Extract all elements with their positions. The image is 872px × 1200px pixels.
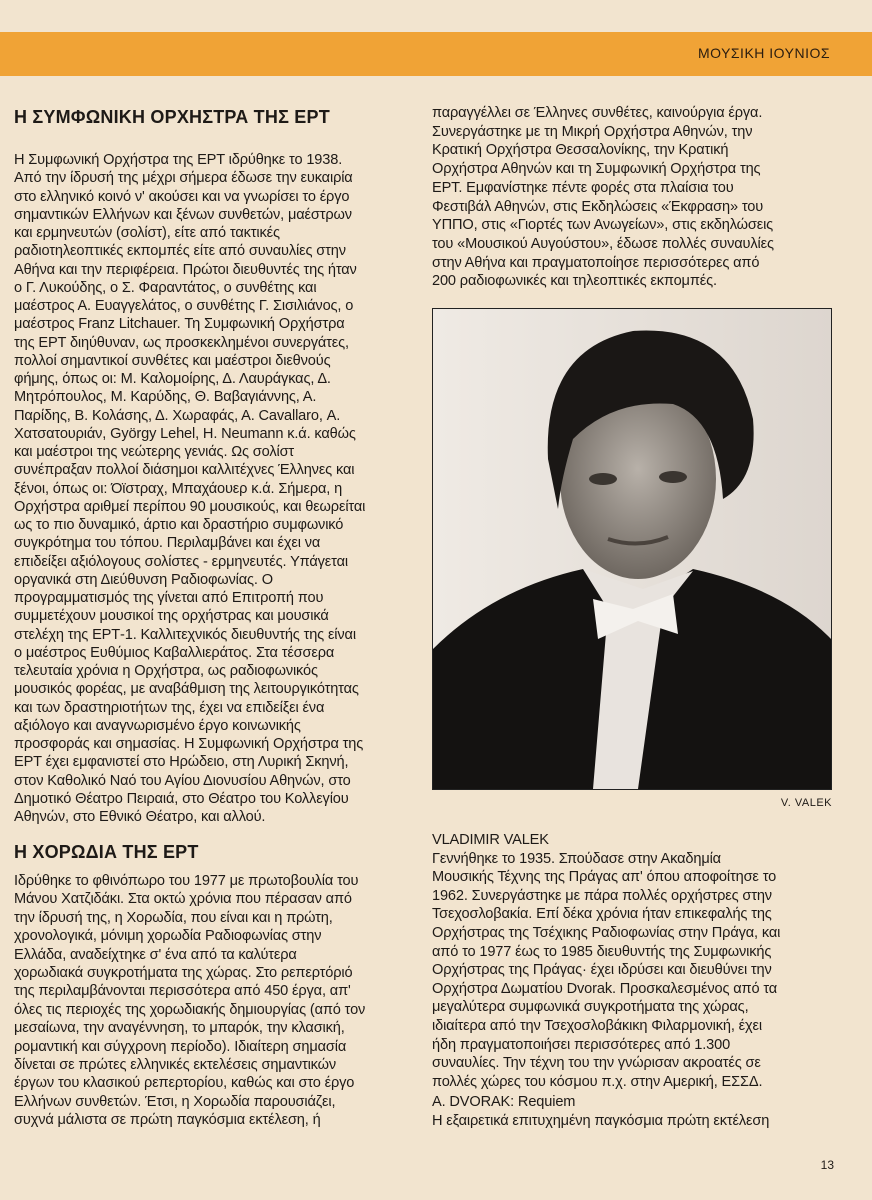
section-title: ΜΟΥΣΙΚΗ ΙΟΥΝΙΟΣ [697, 45, 830, 61]
text-line: την ίδρυσή της, η Χορωδία, που είναι και η πρώτη, [14, 909, 333, 926]
text-line: Ελλάδα, αναδείχτηκε σ' ένα από τα καλύτερα [14, 946, 297, 963]
work-title: A. DVORAK: Requiem [432, 1094, 576, 1111]
text-line: σημαντικών Ελλήνων και ξένων συνθετών, μαέστρων [14, 206, 352, 223]
text-line: ιδιαίτερα από την Τσεχοσλοβάκικη Φιλαρμονική, έχει [432, 1017, 762, 1034]
text-line: Φεστιβάλ Αθηνών, στις Εκδηλώσεις «Έκφραση» του [432, 198, 764, 215]
text-line: Ορχήστρα Αθηνών και τη Συμφωνική Ορχήστρα της [432, 161, 761, 178]
text-line: όλες τις περιοχές της χορωδιακής δημιουργίας (από τον [14, 1001, 366, 1018]
text-line: συχνά μάλιστα σε πρώτη παγκόσμια εκτέλεση, ή [14, 1112, 321, 1129]
text-line: μαέστρος Franz Litchauer. Τη Συμφωνική Ορχήστρα [14, 316, 345, 333]
text-line: 200 ραδιοφωνικές και τηλεοπτικές εκπομπές. [432, 273, 717, 290]
photo-caption: V. VALEK [780, 797, 832, 809]
text-line: έργων του κλασικού ρεπερτορίου, καθώς και στο έργο [14, 1075, 355, 1092]
text-line: Η Συμφωνική Ορχήστρα της ΕΡΤ ιδρύθηκε το 1938. [14, 152, 343, 168]
text-line: ο Γ. Λυκούδης, ο Σ. Φαραντάτος, ο συνθέτης και [14, 279, 317, 296]
text-line: και των δραστηριοτήτων της, έχει να επιδείξει ένα [14, 699, 325, 716]
article-title-orchestra: Η ΣΥΜΦΩΝΙΚΗ ΟΡΧΗΣΤΡΑ ΤΗΣ ΕΡΤ [14, 107, 330, 127]
text-line: τελευταία χρόνια η Ορχήστρα, ως ραδιοφωνικός [14, 663, 318, 679]
text-line: και μαέστροι της νεώτερης γενιάς. Ως σολίστ [14, 444, 295, 460]
article-body-choir-continued [432, 104, 774, 291]
text-line: του «Μουσικού Αυγούστου», έδωσε πολλές συναυλίες [432, 235, 774, 252]
text-line: Δημοτικό Θέατρο Πειραιά, στο Θέατρο του Κολλεγίου [14, 790, 349, 807]
text-line: ραδιοτηλεοπτικές εκπομπές είτε από συναυλίες στην [14, 243, 346, 260]
article-title-choir: Η ΧΟΡΩΔΙΑ ΤΗΣ ΕΡΤ [14, 842, 199, 862]
text-line: Ορχήστρα αριθμεί περίπου 90 μουσικούς, και θεωρείται [14, 498, 366, 515]
text-line: ως το πιο δυναμικό, άρτιο και δραστήριο συμφωνικό [14, 517, 344, 533]
text-line: και ερμηνευτών (σολίστ), είτε από τακτικές [14, 225, 280, 241]
text-line: Κρατική Ορχήστρα Θεσσαλονίκης, την Κρατική [432, 142, 729, 159]
work-description: Η εξαιρετικά επιτυχημένη παγκόσμια πρώτη εκτέλεση [432, 1112, 770, 1129]
text-line: παραγγέλλει σε Έλληνες συνθέτες, καινούργια έργα. [432, 105, 763, 121]
text-line: ΕΡΤ. Εμφανίστηκε πέντε φορές στα πλαίσια του [432, 179, 734, 196]
text-line: Γεννήθηκε το 1935. Σπούδασε στην Ακαδημία [432, 850, 721, 867]
text-line: συμμετέχουν μουσικοί της ορχήστρας και μουσικά [14, 608, 329, 625]
text-line: Χατσατουριάν, György Lehel, H. Neumann κ.ά. καθώς [14, 425, 356, 442]
text-line: της περιλαμβάνονται περισσότερα από 450 έργα, απ' [14, 983, 351, 1000]
article-body-choir [14, 872, 365, 1130]
text-line: στελέχη της ΕΡΤ-1. Καλλιτεχνικός διευθυντής της είναι [14, 626, 356, 643]
text-line: Αθηνών, στο Εθνικό Θέατρο, και αλλού. [14, 809, 266, 825]
text-line: Μητρόπουλος, Μ. Καρύδης, Θ. Βαβαγιάννης, Α. [14, 389, 317, 406]
text-line: Μουσικής Τέχνης της Πράγας απ' όπου αποφοίτησε το [432, 869, 777, 886]
text-line: Τσεχοσλοβακία. Επί δέκα χρόνια ήταν επικεφαλής της [432, 906, 772, 923]
text-line: ρομαντική και σύγχρονη περίοδο). Ιδιαίτερη σημασία [14, 1038, 347, 1055]
text-line: ΥΠΠΟ, στις «Γιορτές των Ανωγείων», στις εκδηλώσεις [432, 217, 774, 234]
text-line: χρονολογικά, μόνιμη χορωδία Ραδιοφωνίας στην [14, 928, 322, 945]
text-line: Ορχήστρας της Πράγας· έχει ιδρύσει και διευθύνει την [432, 962, 772, 979]
portrait-image [433, 309, 831, 789]
text-line: μουσικός φορέας, με αναβάθμιση της λειτουργικότητας [14, 681, 359, 698]
text-line: συνέπραξαν πολλοί διάσημοι καλλιτέχνες Έλληνες και [14, 462, 355, 479]
text-line: οργανικά στη Διεύθυνση Ραδιοφωνίας. Ο [14, 571, 273, 588]
text-line: μεγαλύτερα συμφωνικά συγκροτήματα της χώρας, [432, 999, 749, 1016]
text-line: Από την ίδρυσή της μέχρι σήμερα έδωσε την ευκαιρία [14, 170, 353, 187]
text-line: πολλές χώρες του κόσμου π.χ. στην Αμερική, ΕΣΣΔ. [432, 1073, 763, 1090]
text-line: 1962. Συνεργάστηκε με πάρα πολλές ορχήστρες στην [432, 887, 772, 904]
text-line: επιδείξει αξιόλογους σολίστες - ερμηνευτές. Υπάγεται [14, 553, 348, 570]
text-line: Ορχήστρα Δωματίου Dvorak. Προσκαλεσμένος από τα [432, 980, 778, 997]
text-line: συγκρότημα του τόπου. Περιλαμβάνει και έχει να [14, 535, 321, 552]
text-line: ήδη πραγματοποιήσει περισσότερες από 1.300 [432, 1036, 731, 1053]
text-line: χορωδιακά συγκροτήματα της χώρας. Στο ρεπερτόριό [14, 965, 353, 982]
text-line: στον Καθολικό Ναό του Αγίου Διονυσίου Αθηνών, στο [14, 772, 351, 789]
text-line: ο μαέστρος Ευθύμιος Καβαλλιεράτος. Στα τέσσερα [14, 644, 335, 661]
text-line: στην Αθήνα και πραγματοποίησε περισσότερες από [432, 254, 760, 271]
article-body-orchestra [14, 151, 365, 826]
text-line: μαέστρος Α. Ευαγγελάτος, ο συνθέτης Γ. Σισιλιάνος, ο [14, 298, 354, 314]
text-line: από το 1977 έως το 1985 διευθυντής της Συμφωνικής [432, 943, 772, 960]
text-line: Ιδρύθηκε το φθινόπωρο του 1977 με πρωτοβουλία του [14, 873, 359, 889]
text-line: συναυλίες. Την τέχνη του την γνώρισαν ακροατές σε [432, 1055, 761, 1072]
conductor-bio [432, 831, 780, 1131]
conductor-portrait-photo [432, 308, 832, 790]
text-line: Μάνου Χατζιδάκι. Στα οκτώ χρόνια που πέρασαν από [14, 891, 352, 908]
text-line: Συνεργάστηκε με τη Μικρή Ορχήστρα Αθηνών, την [432, 123, 753, 140]
text-line: Αθήνα και την περιφέρεια. Πρώτοι διευθυντές της ήταν [14, 261, 357, 278]
text-line: αξιόλογο και αναγνωρισμένο έργο κοινωνικής [14, 717, 301, 734]
text-line: στο ελληνικό κοινό ν' ακούσει και να γνωρίσει το έργο [14, 188, 350, 205]
text-line: ξένοι, όπως οι: Όϊστραχ, Μπαχάουερ κ.ά. Σήμερα, η [14, 480, 343, 497]
bio-name: VLADIMIR VALEK [432, 832, 549, 848]
text-line: προσφοράς και σημασίας. Η Συμφωνική Ορχήστρα της [14, 736, 364, 752]
text-line: πολλοί σημαντικοί συνθέτες και μαέστροι διεθνούς [14, 352, 331, 369]
text-line: προγραμματισμός της γίνεται από Επιτροπή που [14, 590, 324, 606]
text-line: φήμης, όπως οι: Μ. Καλομοίρης, Δ. Λαυράγκας, Δ. [14, 371, 331, 387]
text-line: ΕΡΤ έχει εμφανιστεί στο Ηρώδειο, στη Λυρική Σκηνή, [14, 754, 349, 771]
page-number: 13 [820, 1158, 834, 1172]
text-line: Παρίδης, Β. Κολάσης, Δ. Χωραφάς, Α. Cavallaro, Α. [14, 407, 341, 424]
text-line: δίνεται σε πρώτες ελληνικές εκτελέσεις σημαντικών [14, 1057, 337, 1074]
text-line: Ελλήνων συνθετών. Έτσι, η Χορωδία παρουσιάζει, [14, 1093, 336, 1110]
text-line: Ορχήστρας της Τσέχικης Ραδιοφωνίας στην Πράγα, και [432, 924, 781, 941]
text-line: μεσαίωνα, την αναγέννηση, το μπαρόκ, την κλασική, [14, 1020, 345, 1037]
section-header-band [0, 32, 872, 76]
text-line: της ΕΡΤ διηύθυναν, ως προσκεκλημένοι συνεργάτες, [14, 334, 349, 351]
